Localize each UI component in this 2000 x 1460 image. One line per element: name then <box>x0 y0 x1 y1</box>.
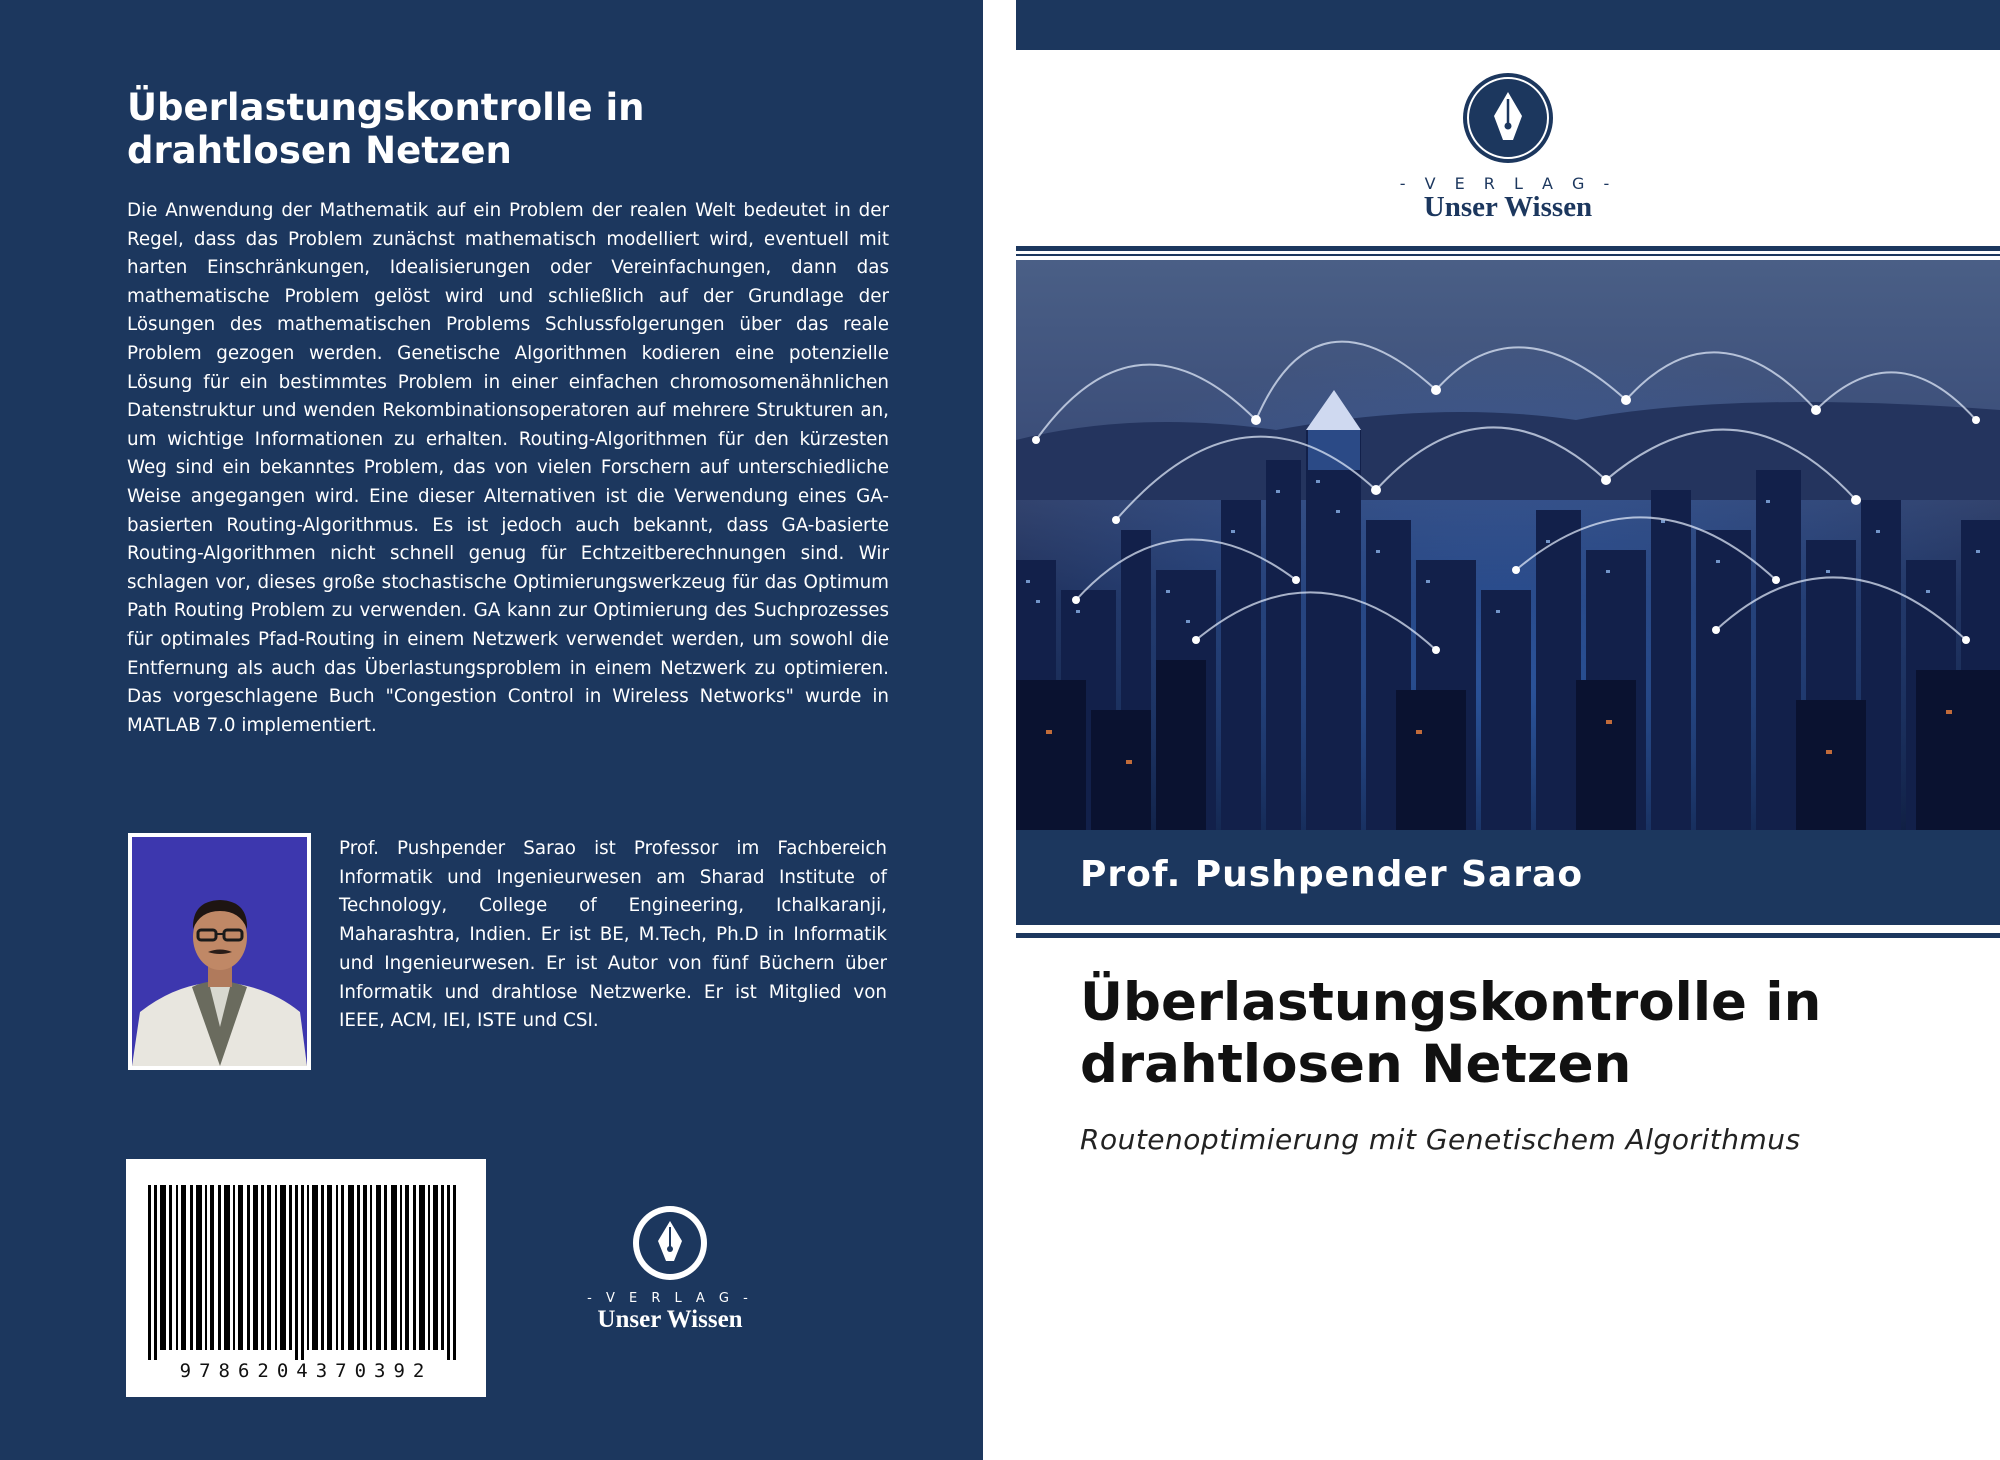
front-logo-verlag: - V E R L A G - <box>1399 174 1617 193</box>
back-cover-blurb: Die Anwendung der Mathematik auf ein Problem der realen Welt bedeutet in der Regel, dass das Problem zunächst mathematisch modelliert wird, eventuell mit harten Einschränkungen, Idealisierungen oder Vereinfachungen, dann das mathematische Problem gelöst wird und schließlich auf der Grundlage der Lösungen des mathematischen Problems Schlussfolgerungen über das reale Problem gezogen werden. Genetische Algorithmen kodieren eine potenzielle Lösung für ein bestimmtes Problem in einer einfachen chromosomenähnlichen Datenstruktur und wenden Rekombinationsoperatoren auf mehrere Strukturen an, um wichtige Informationen zu erhalten. Routing-Algorithmen für den kürzesten Weg sind ein bekanntes Problem, das von vielen Forschern auf unterschiedliche Weise angegangen wird. Eine dieser Alternativen ist die Verwendung eines GA-basierten Routing-Algorithmus. Es ist jedoch auch bekannt, dass GA-basierte Routing-Algorithmen nicht schnell genug für Echtzeitberechnungen sind. Wir schlagen vor, dieses große stochastische Optimierungswerkzeug für das Optimum Path Routing Problem zu verwenden. GA kann zur Optimierung des Suchprozesses für optimales Pfad-Routing in einem Netzwerk verwendet werden, um sowohl die Entfernung als auch das Überlastungsproblem in einem Netzwerk zu optimieren. Das vorgeschlagene Buch "Congestion Control in Wireless Networks" wurde in MATLAB 7.0 implementiert. <box>127 200 889 736</box>
divider-rule-thin <box>1016 254 2000 256</box>
isbn-digits: 9786204370392 <box>179 1360 433 1382</box>
back-logo-brand: Unser Wissen <box>597 1306 743 1333</box>
author-photo <box>128 833 311 1070</box>
back-cover <box>0 0 983 1460</box>
back-cover-title: Überlastungskontrolle in drahtlosen Netzen <box>127 86 645 172</box>
barcode-bars <box>148 1185 462 1360</box>
author-band <box>1016 830 2000 925</box>
fountain-pen-nib-icon <box>1462 72 1554 164</box>
front-cover <box>1016 0 2000 1460</box>
front-cover-title: Überlastungskontrolle in drahtlosen Netzen <box>1080 972 1822 1095</box>
front-logo-brand: Unser Wissen <box>1423 191 1593 223</box>
top-band <box>1016 0 2000 50</box>
author-bio: Prof. Pushpender Sarao ist Professor im Fachbereich Informatik und Ingenieurwesen am Sharad Institute of Technology, College of Engineering, Ichalkaranji, Maharashtra, Indien. Er ist BE, M.Tech, Ph.D in Informatik und Ingenieurwesen. Er ist Autor von fünf Büchern über Informatik und drahtlose Netzwerke. Er ist Mitglied von IEEE, ACM, IEI, ISTE und CSI. <box>339 838 887 1032</box>
isbn-barcode <box>126 1159 486 1397</box>
fountain-pen-nib-icon <box>632 1205 708 1281</box>
back-logo-verlag: - V E R L A G - <box>587 1291 753 1306</box>
cover-city-network-image <box>1016 260 2000 830</box>
back-publisher-logo <box>575 1205 765 1334</box>
author-name: Prof. Pushpender Sarao <box>1080 854 1584 895</box>
spine-gap <box>983 0 1016 1460</box>
divider-rule-lower <box>1016 933 2000 938</box>
front-publisher-logo <box>1391 72 1625 224</box>
divider-rule <box>1016 246 2000 251</box>
author-portrait-image <box>132 837 307 1066</box>
front-cover-subtitle: Routenoptimierung mit Genetischem Algorithmus <box>1080 1123 1801 1156</box>
